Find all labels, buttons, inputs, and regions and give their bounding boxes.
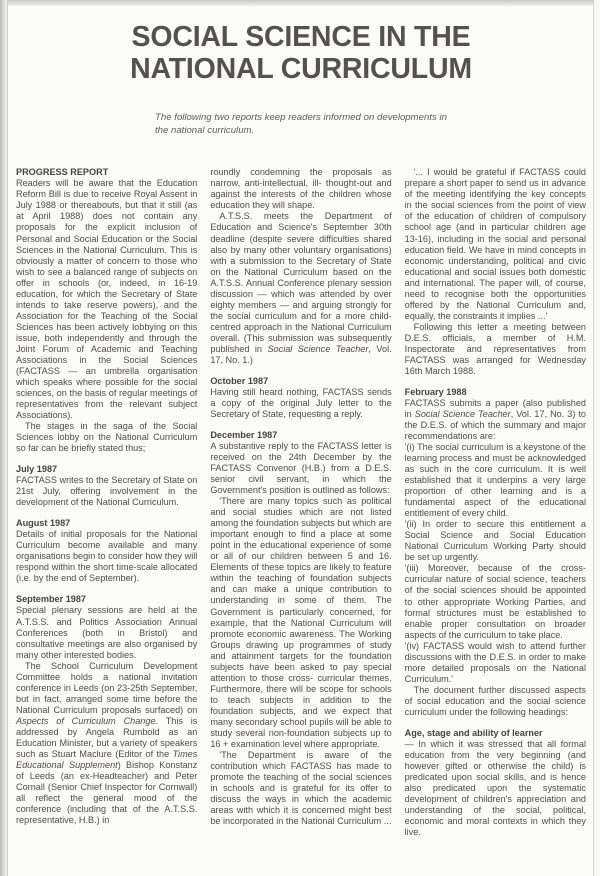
page-title-line-2: NATIONAL CURRICULUM [130, 52, 472, 85]
heading-october-1987: October 1987 [210, 375, 269, 386]
heading-july-1987: July 1987 [16, 464, 58, 475]
text-run: . This is addressed by Angela Rumbold as an Education Minister, but a variety of speakers such as Stuart Maclure (Editor of the [16, 715, 198, 759]
recommendation-i: '(i) The social curriculum is a keystone of the learning process and must be acknowledged as such in the core curriculum. It is well established that it underpins a very large proportion of other learning and is a fundamental aspect of the educational entitlement of every child. [404, 442, 586, 519]
paragraph: FACTASS writes to the Secretary of State on 21st July, offering involvement in the development of the National Curriculum. [16, 475, 198, 508]
paragraph: The stages in the saga of the Social Sciences lobby on the National Curriculum so far can be briefly stated thus; [16, 421, 198, 454]
standfirst: The following two reports keep readers informed on developments in the national curriculum. [155, 111, 447, 136]
paragraph: Having still heard nothing, FACTASS sends a copy of the original July letter to the Secretary of State, requesting a reply. [210, 386, 392, 419]
masthead [16, 0, 586, 137]
recommendation-ii: '(ii) In order to secure this entitlement a Social Science and Social Education National Curriculum Working Party should be set up urgently. [404, 519, 586, 563]
heading-september-1987: September 1987 [16, 594, 86, 605]
italic-title: Social Science Teacher [267, 343, 369, 354]
heading-august-1987: August 1987 [16, 518, 71, 529]
italic-title: Social Science Teacher [414, 408, 511, 419]
heading-progress-report: PROGRESS REPORT [16, 167, 109, 178]
article-columns [16, 167, 586, 838]
paragraph [210, 211, 391, 365]
text-run: FACTASS submits a paper (also published in [404, 397, 586, 419]
text-run: A.T.S.S. meets the Department of Education and Science's September 30th deadline (despite severe difficulties shared also by many other voluntary organisations) with a submission to the Secretary of State on the National Curriculum based on the A.T.S.S. Annual Conference plenary session discussion — which was attended by over eighty members — and arguing strongly for the social curriculum and for a more child-centred approach in the National Curriculum overall. (This submission was subsequently published in [210, 211, 392, 354]
paragraph [16, 661, 197, 826]
text-run: The School Curriculum Development Committee holds a national invitation conference in Leeds (on 23-25th September, but in fact, arranged some time before the National Curriculum proposals surfaced) on [16, 660, 198, 715]
recommendation-iv: '(iv) FACTASS would wish to attend further discussions with the D.E.S. in order to make more detailed proposals on the National Curriculum.' [404, 640, 586, 684]
column-2 [210, 167, 391, 838]
paragraph [405, 398, 586, 442]
heading-february-1988: February 1988 [404, 386, 467, 397]
text-run: , Vol. 17, No. 3) to the D.E.S. of which the summary and major recommendations are: [404, 408, 586, 442]
paragraph: roundly condemning the proposals as narrow, anti-intellectual, ill- thought-out and against the interests of the children whose education they will shape. [210, 167, 392, 211]
recommendation-iii: '(iii) Moreover, because of the cross-curricular nature of social science, teachers of the social sciences should be appointed to other appropriate Working Parties, and formal structures must be established to enable proper consultation on broader aspects of the curriculum to take place. [404, 563, 586, 640]
paragraph: Details of initial proposals for the National Curriculum become available and many organisations begin to consider how they will respond within the short time-scale allocated (i.e. by the end of September). [16, 529, 198, 584]
italic-title: Times Educational Supplement [16, 748, 198, 770]
heading-age-stage-ability: Age, stage and ability of learner [404, 727, 543, 738]
paragraph: Readers will be aware that the Education Reform Bill is due to receive Royal Assent in July 1988 or thereabouts, but that it still (as at April 1988) does not contain any proposals for the explicit inclusion of Personal and Social Education or the Social Sciences in the National Curriculum. This is obviously a matter of concern to those who wish to see a balanced range of subjects on offer in schools (or, indeed, in 16-19 education, for which the Secretary of State intends to take reserve powers), and the Association for the Teaching of the Social Sciences has been actively lobbying on this issue, both independently and through the Joint Forum of Academic and Teaching Associations in the Social Sciences (FACTASS — an umbrella organisation which speaks where possible for the social sciences, on the basis of regular meetings of representatives from the relevant subject Associations). [16, 178, 198, 420]
paragraph: A substantive reply to the FACTASS letter is received on the 24th December by the FACTASS Convenor (H.B.) from a D.E.S. senior civil servant, in which the Government's position is outlined as follows: [210, 441, 392, 496]
paragraph: — In which it was stressed that all formal education from the very beginning (and however gifted or otherwise the child) is predicated upon social skills, and is hence also predicated upon the systematic development of children's appreciation and understanding of the social, political, economic and moral contexts in which they live. [404, 738, 586, 838]
paragraph: Following this letter a meeting between D.E.S. officials, a member of H.M. Inspectorate and representatives from FACTASS was arranged for Wednesday 16th March 1988. [404, 321, 586, 376]
page-title [86, 22, 516, 86]
paragraph: Special plenary sessions are held at the A.T.S.S. and Politics Association Annual Conferences (both in Bristol) and consultative meetings are also organised by many other interested bodies. [16, 605, 198, 660]
quote-paragraph: 'There are many topics such as political and social studies which are not listed among the foundation subjects but which are important enough to find a place at some point in the educational experience of some or all of our children between 5 and 16. Elements of these topics are likely to feature within the teaching of foundation subjects and can make a unique contribution to understanding in some of them. The Government is particularly concerned, for example, that the National Curriculum will promote economic awareness. The Working Groups drawing up programmes of study and attainment targets for the foundation subjects have been asked to pay special attention to those cross- curricular themes. Furthermore, there will be scope for schools to teach subjects in addition to the foundation subjects, and we expect that many secondary school pupils will be able to study several non-foundation subjects up to 16 + examination level where appropriate. [210, 496, 392, 749]
italic-title: Aspects of Curriculum Change [16, 715, 156, 726]
column-3 [405, 167, 586, 838]
heading-december-1987: December 1987 [210, 430, 278, 440]
column-1 [16, 167, 197, 838]
paragraph: The document further discussed aspects of social education and the social science curriculum under the following headings: [404, 684, 586, 717]
text-run: , Vol. 17, No. 1.) [210, 343, 392, 365]
page-title-line-1: SOCIAL SCIENCE IN THE [131, 21, 471, 53]
quote-paragraph: 'The Department is aware of the contribution which FACTASS has made to promote the teaching of the social sciences in schools and is grateful for its offer to discuss the ways in which the academic areas with which it is concerned might best be incorporated in the National Curriculum ... [210, 749, 392, 827]
quote-paragraph: '... I would be grateful if FACTASS could prepare a short paper to send us in advance of the meeting identifying the key concepts in the social sciences from the point of view of the education of children of compulsory school age (and in particular children age 13-16), including in the social and personal education field. We have in mind concepts in economic understanding, political and civic educational and social issues both domestic and international. The paper will, of course, need to recognise both the opportunities offered by the National Curriculum and, equally, the constraints it implies ...' [404, 167, 586, 321]
text-run: ) Bishop Konstanz of Leeds (an ex-Headteacher) and Peter Cornall (Senior Chief Inspector for Cornwall) all reflect the general mood of the conference (including that of the A.T.S.S. representative, H.B.) in [16, 759, 198, 826]
